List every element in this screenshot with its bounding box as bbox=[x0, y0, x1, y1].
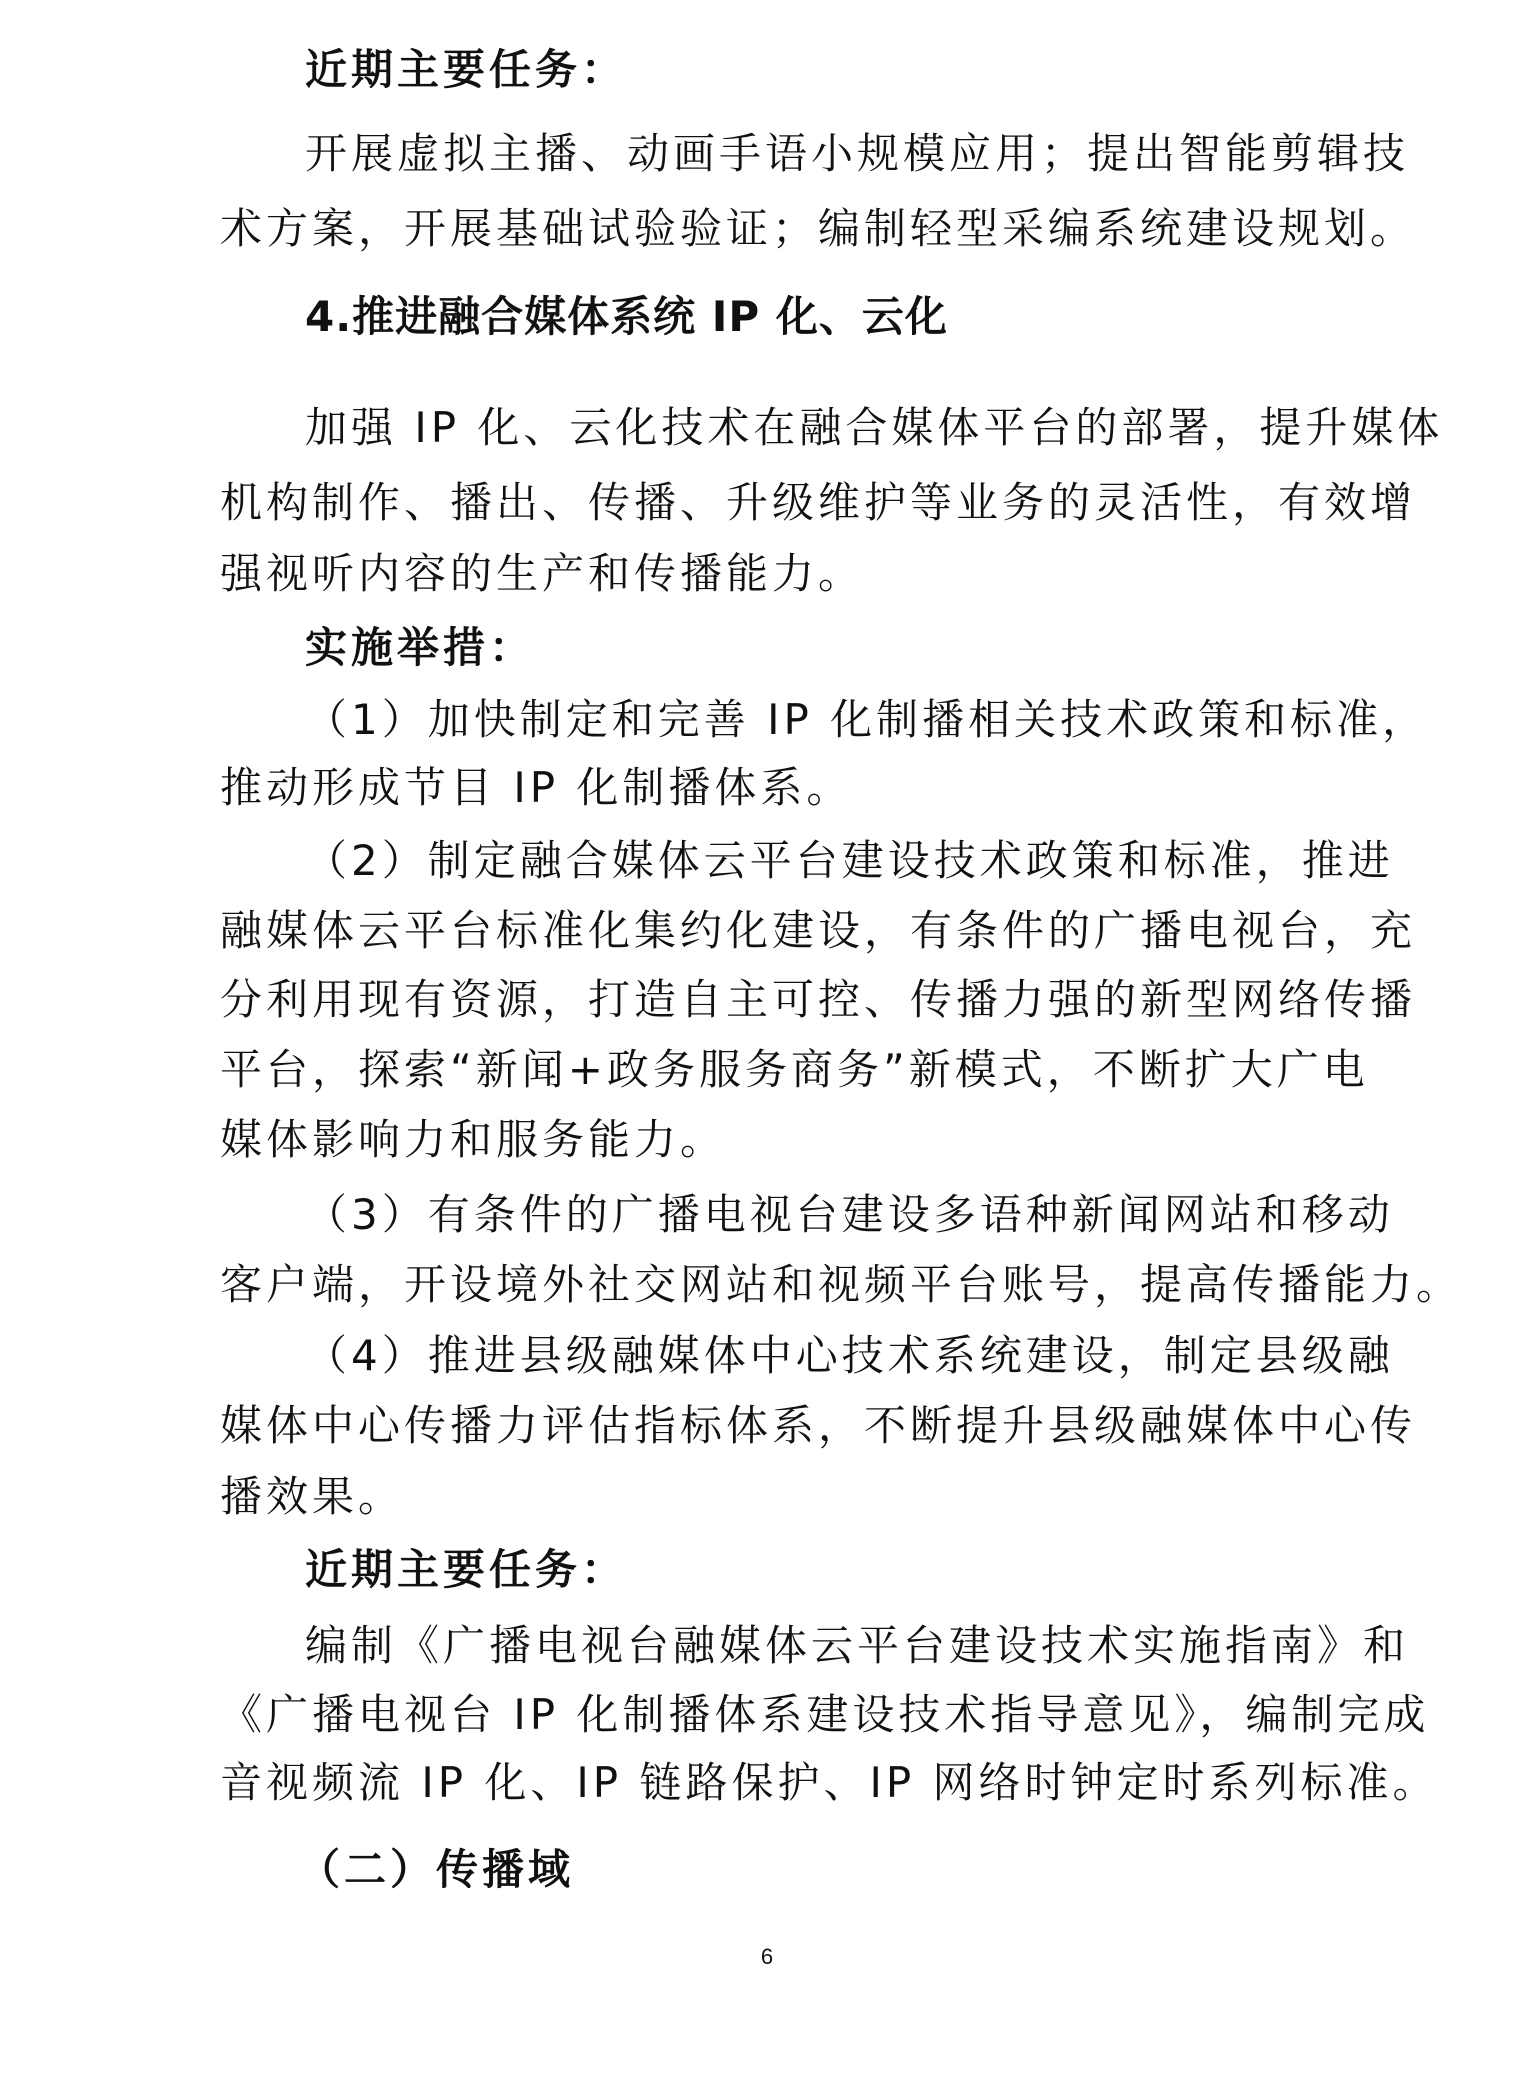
paragraph-line: 客户端，开设境外社交网站和视频平台账号，提高传播能力。 bbox=[220, 1260, 1463, 1309]
paragraph-line: 加强 IP 化、云化技术在融合媒体平台的部署，提升媒体 bbox=[305, 403, 1444, 452]
paragraph-line: 媒体中心传播力评估指标体系，不断提升县级融媒体中心传 bbox=[220, 1401, 1417, 1450]
section-label: 近期主要任务： bbox=[305, 1545, 628, 1594]
section-heading: 4.推进融合媒体系统 IP 化、云化 bbox=[305, 292, 948, 341]
paragraph-line: 推动形成节目 IP 化制播体系。 bbox=[220, 763, 853, 812]
paragraph-line: 强视听内容的生产和传播能力。 bbox=[220, 549, 865, 598]
paragraph-line: 开展虚拟主播、动画手语小规模应用；提出智能剪辑技 bbox=[305, 129, 1410, 178]
paragraph-line: （3）有条件的广播电视台建设多语种新闻网站和移动 bbox=[305, 1190, 1394, 1239]
paragraph-line: 编制《广播电视台融媒体云平台建设技术实施指南》和 bbox=[305, 1621, 1410, 1670]
section-label: 近期主要任务： bbox=[305, 45, 628, 94]
paragraph-line: 媒体影响力和服务能力。 bbox=[220, 1115, 727, 1164]
paragraph-line: （2）制定融合媒体云平台建设技术政策和标准，推进 bbox=[305, 836, 1394, 885]
paragraph-line: 平台，探索“新闻+政务服务商务”新模式，不断扩大广电 bbox=[220, 1045, 1369, 1094]
page-number: 6 bbox=[760, 1944, 774, 1969]
paragraph-line: 机构制作、播出、传播、升级维护等业务的灵活性，有效增 bbox=[220, 478, 1417, 527]
paragraph-line: 分利用现有资源，打造自主可控、传播力强的新型网络传播 bbox=[220, 975, 1417, 1024]
paragraph-line: 融媒体云平台标准化集约化建设，有条件的广播电视台，充 bbox=[220, 906, 1417, 955]
paragraph-line: 术方案，开展基础试验验证；编制轻型采编系统建设规划。 bbox=[220, 204, 1417, 253]
section-heading: （二）传播域 bbox=[298, 1845, 575, 1894]
paragraph-line: （4）推进县级融媒体中心技术系统建设，制定县级融 bbox=[305, 1331, 1394, 1380]
paragraph-line: 音视频流 IP 化、IP 链路保护、IP 网络时钟定时系列标准。 bbox=[220, 1758, 1439, 1807]
section-label: 实施举措： bbox=[305, 623, 536, 672]
paragraph-line: 《广播电视台 IP 化制播体系建设技术指导意见》，编制完成 bbox=[220, 1690, 1430, 1739]
paragraph-line: 播效果。 bbox=[220, 1472, 405, 1521]
paragraph-line: （1）加快制定和完善 IP 化制播相关技术政策和标准， bbox=[305, 695, 1429, 744]
